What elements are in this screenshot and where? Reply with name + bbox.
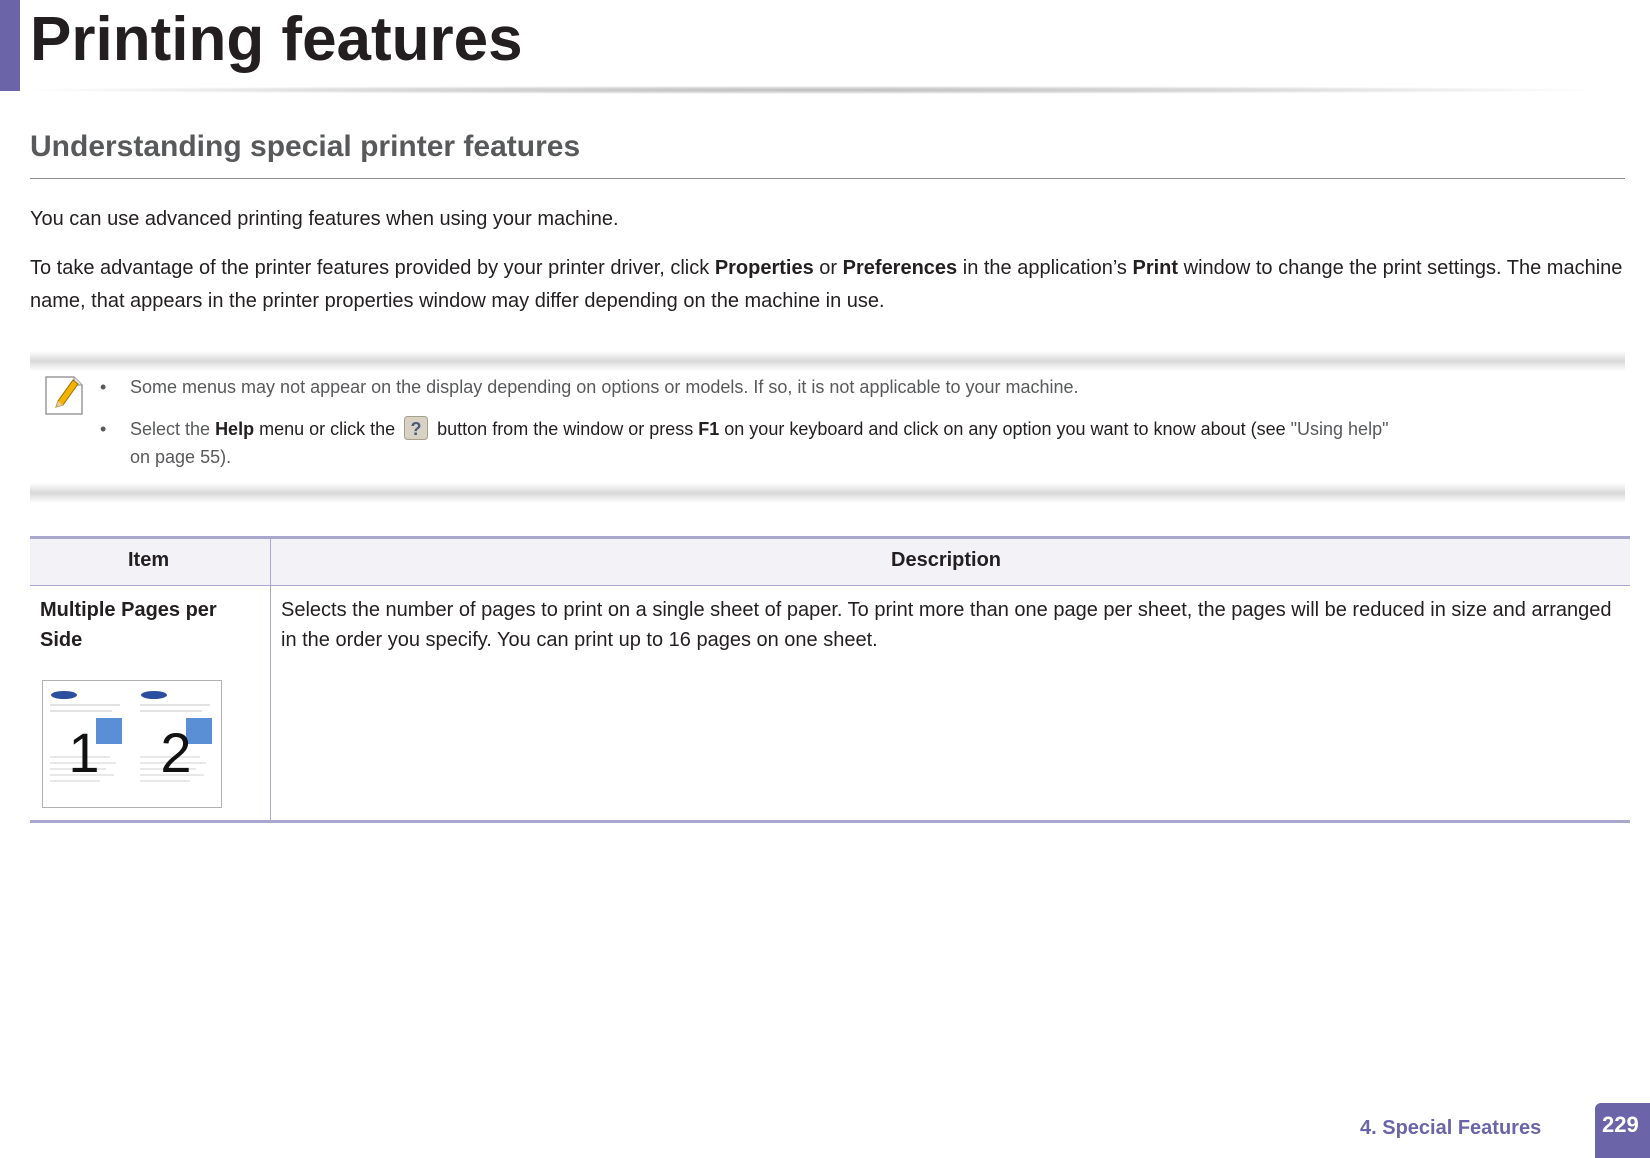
page-1-number: 1: [68, 721, 100, 784]
print-term: Print: [1132, 257, 1179, 279]
title-divider: [30, 86, 1590, 94]
properties-term: Properties: [714, 257, 814, 279]
preferences-term: Preferences: [842, 257, 958, 279]
table-row-description: Selects the number of pages to print on a single sheet of paper. To print more than one page per sheet, the pages will be reduced in size and arranged in the order you specify. You can print up to 16 pages on one sheet.: [281, 599, 1612, 651]
section-heading: Understanding special printer features: [30, 130, 581, 163]
svg-text:?: ?: [410, 419, 422, 439]
note-top-border: [30, 351, 1625, 371]
table-row-item: Multiple Pages per Side: [40, 599, 217, 651]
column-header-item: Item: [128, 549, 170, 571]
note-pencil-icon: [44, 374, 84, 416]
chapter-accent-bar: [0, 0, 20, 91]
using-help-link[interactable]: "Using help": [1290, 419, 1389, 439]
table-column-divider: [270, 539, 271, 821]
help-term: Help: [215, 419, 255, 439]
intro-paragraph: You can use advanced printing features when using your machine.: [30, 208, 619, 230]
bullet-icon: •: [100, 377, 107, 397]
properties-paragraph: To take advantage of the printer features provided by your printer driver, click Properties or Preferences in the application’s Print window to change the print settings. The machine name, that appears in the printer properties window may differ depending on the machine in use.: [30, 257, 1623, 312]
footer-section-label: 4. Special Features: [1360, 1117, 1542, 1139]
f1-key: F1: [698, 419, 720, 439]
section-divider: [30, 178, 1625, 179]
page-title: Printing features: [30, 5, 523, 74]
help-question-icon: [404, 416, 428, 440]
bullet-icon: •: [100, 419, 107, 439]
multiple-pages-thumbnail: [42, 680, 222, 808]
page-reference-link[interactable]: on page 55).: [130, 447, 232, 467]
table-bottom-rule: [30, 820, 1630, 823]
page-number: 229: [1602, 1112, 1639, 1137]
note-bottom-border: [30, 483, 1625, 503]
page-2-number: 2: [160, 721, 192, 784]
column-header-description: Description: [891, 549, 1002, 571]
